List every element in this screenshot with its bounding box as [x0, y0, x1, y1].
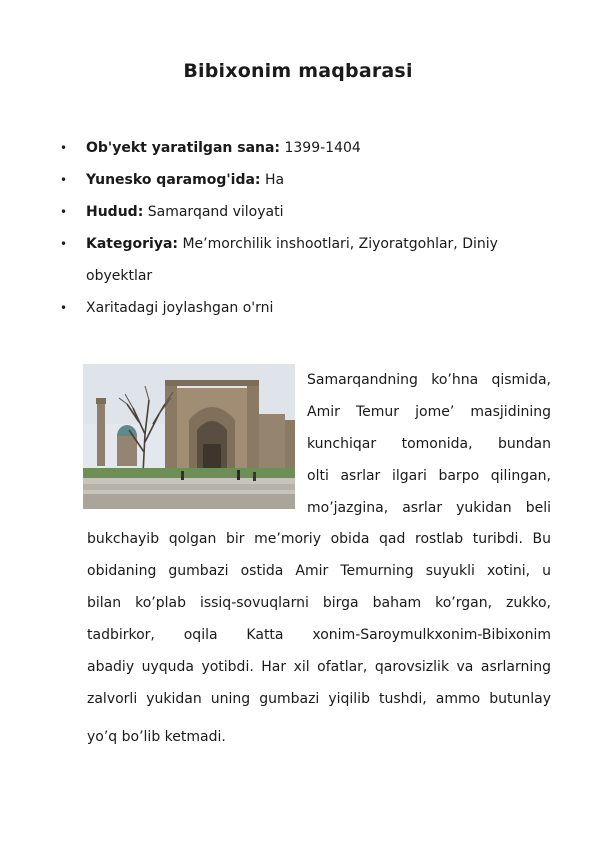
paragraph-line: bilan ko’plab issiq-sovuqlarni birga baham ko’rgan, zukko,: [87, 595, 551, 611]
page-title: Bibixonim maqbarasi: [183, 60, 413, 82]
paragraph-line: bukchayib qolgan bir me’moriy obida qad rostlab turibdi. Bu: [87, 531, 551, 547]
map-location-link[interactable]: Xaritadagi joylashgan o'rni: [86, 300, 274, 316]
fact-value-continued: obyektlar: [86, 268, 153, 284]
fact-value: 1399-1404: [280, 140, 361, 156]
paragraph-line: Samarqandning ko’hna qismida,: [307, 372, 551, 388]
bullet: •: [60, 205, 68, 219]
paragraph-line: yo’q bo’lib ketmadi.: [87, 729, 226, 745]
fact-label: Kategoriya:: [86, 236, 178, 252]
fact-unesco: [60, 164, 540, 196]
fact-category: [60, 228, 540, 292]
paragraph-line: Amir Temur jome’ masjidining: [307, 404, 551, 420]
paragraph-bottom: [87, 523, 551, 753]
mausoleum-photo: [83, 364, 295, 509]
fact-value: Me’morchilik inshootlari, Ziyoratgohlar, Diniy: [178, 236, 498, 252]
fact-label: Yunesko qaramog'ida:: [86, 172, 261, 188]
fact-label: Ob'yekt yaratilgan sana:: [86, 140, 281, 156]
paragraph-line: olti asrlar ilgari barpo qilingan,: [307, 468, 551, 484]
paragraph-line: kunchiqar tomonida, bundan: [307, 436, 551, 452]
paragraph-line: obidaning gumbazi ostida Amir Temurning suyukli xotini, u: [87, 563, 551, 579]
fact-value: Ha: [260, 172, 285, 188]
fact-region: [60, 196, 540, 228]
paragraph-line: zalvorli yukidan uning gumbazi yiqilib tushdi, ammo butunlay: [87, 691, 551, 707]
bullet: •: [60, 301, 68, 315]
bullet: •: [60, 237, 68, 251]
fact-value: Samarqand viloyati: [143, 204, 284, 220]
bullet: •: [60, 141, 68, 155]
mausoleum-illustration: [83, 364, 295, 509]
fact-label: Hudud:: [86, 204, 144, 220]
paragraph-line: tadbirkor, oqila Katta xonim-Saroymulkxonim-Bibixonim: [87, 627, 551, 643]
fact-creation-date: [60, 132, 540, 164]
fact-map-location[interactable]: [60, 292, 540, 324]
paragraph-line: abadiy uyquda yotibdi. Har xil ofatlar, qarovsizlik va asrlarning: [87, 659, 551, 675]
bullet: •: [60, 173, 68, 187]
paragraph-top: [307, 364, 551, 524]
facts-list: [60, 132, 540, 324]
paragraph-line: mo’jazgina, asrlar yukidan beli: [307, 500, 551, 516]
